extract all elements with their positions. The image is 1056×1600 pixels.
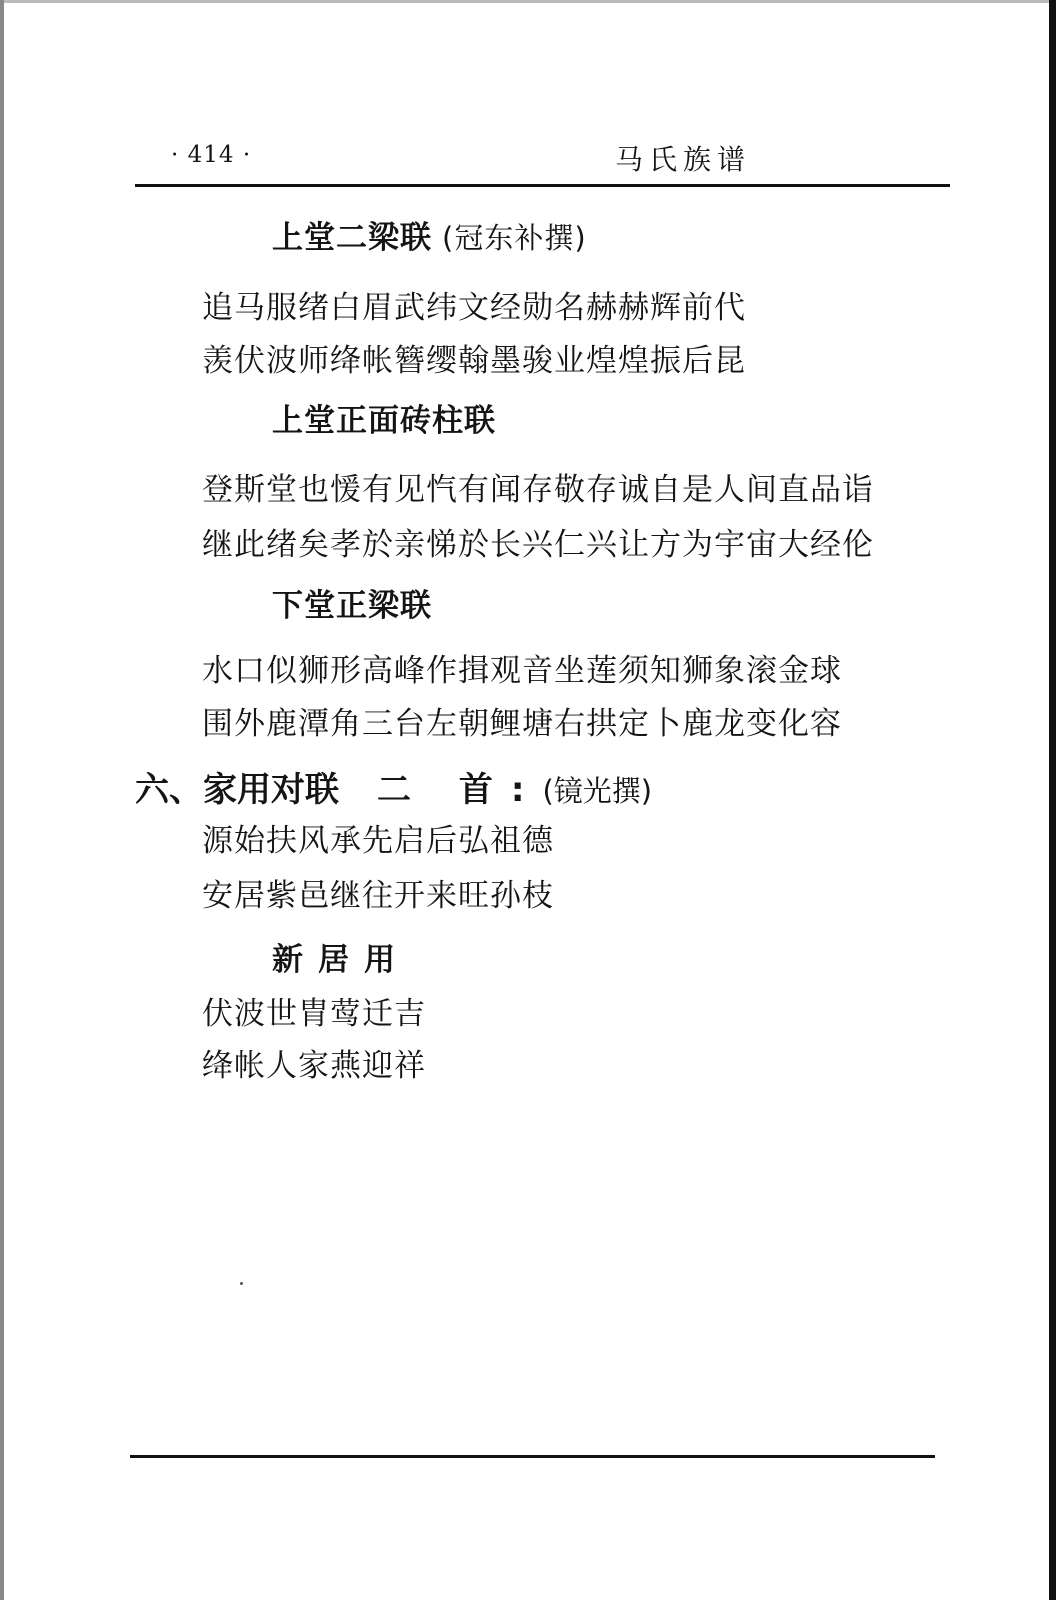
couplet-author-note: (冠东补撰) [442, 221, 587, 255]
scan-right-edge [1049, 0, 1056, 1600]
new-home-line-2: 绛帐人家燕迎祥 [202, 1048, 426, 1084]
new-home-line-1: 伏波世胄莺迁吉 [202, 996, 426, 1032]
scan-top-edge [0, 0, 1056, 3]
couplet-title-1 [272, 212, 587, 257]
couplet-1-line-1: 追马服绪白眉武纬文经勋名赫赫辉前代 [202, 290, 746, 326]
couplet-1-line-2: 羡伏波师绛帐簪缨翰墨骏业煌煌振后昆 [202, 343, 746, 379]
page-number: · 414 · [171, 142, 252, 168]
section-title: 六、家用对联 [135, 770, 339, 810]
scan-left-edge [0, 0, 4, 1600]
running-head [135, 138, 950, 184]
couplet-title-2: 上堂正面砖柱联 [272, 403, 496, 439]
header-rule [135, 184, 950, 187]
section-heading [135, 762, 652, 811]
section-author-note: (镜光撰) [542, 774, 653, 808]
couplet-2-line-2: 继此绪矣孝於亲悌於长兴仁兴让方为宇宙大经伦 [202, 527, 874, 563]
footer-rule [130, 1455, 935, 1458]
paper-speck [240, 1282, 243, 1285]
couplet-title-text: 上堂二梁联 [272, 220, 432, 256]
section-line-1: 源始扶风承先启后弘祖德 [202, 823, 554, 859]
couplet-3-line-1: 水口似狮形高峰作揖观音坐莲须知狮象滚金球 [202, 653, 842, 689]
new-home-title: 新居用 [272, 942, 410, 978]
running-title: 马氏族谱 [615, 143, 752, 176]
couplet-2-line-1: 登斯堂也愋有见忾有闻存敬存诚自是人间直品诣 [202, 472, 874, 508]
section-line-2: 安居紫邑继往开来旺孙枝 [202, 878, 554, 914]
couplet-3-line-2: 围外鹿潭角三台左朝鲤塘右拱定卜鹿龙变化容 [202, 706, 842, 742]
couplet-title-3: 下堂正梁联 [272, 588, 432, 624]
section-count: 二 首: [377, 770, 543, 810]
